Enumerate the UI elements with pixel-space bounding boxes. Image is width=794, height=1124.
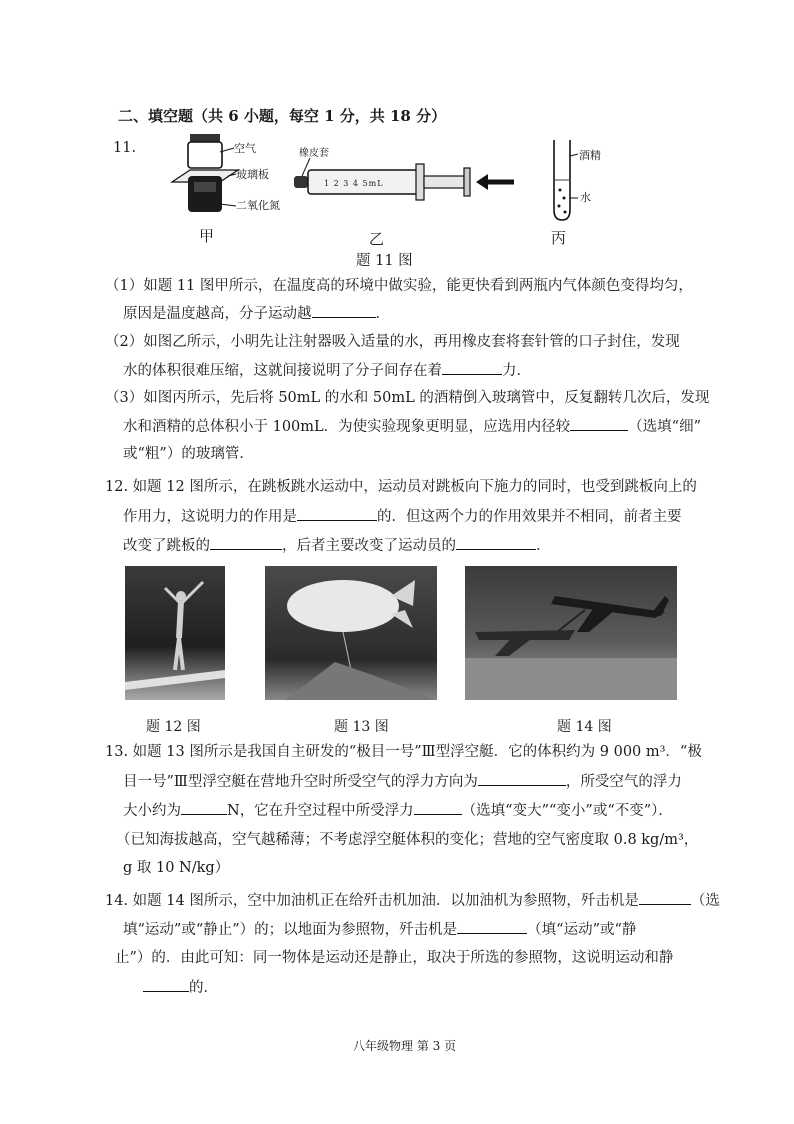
diver-silhouette [125,566,225,700]
figure-11-bing-tube [548,136,578,226]
q14-blank-2[interactable] [457,919,527,934]
q14-line2: 填“运动”或“静止”）的；以地面为参照物，歼击机是 （填“运动”或“静 [123,919,636,940]
q12-line1: 12. 如题 12 图所示，在跳板跳水运动中，运动员对跳板向下施力的同时，也受到跳板向上的 [105,479,697,495]
label-jia: 甲 [199,227,215,245]
q11-blank-3[interactable] [570,416,628,431]
airship-silhouette [265,566,437,700]
figure-12-diving-photo [125,566,225,700]
question-11-number: 11. [113,140,137,156]
syringe-scale: 1 2 3 4 5mL [324,179,384,188]
q11-part1-line1: （1）如题 11 图甲所示，在温度高的环境中做实验，能更快看到两瓶内气体颜色变得均匀， [105,278,693,294]
lower-bottle-neck [194,182,216,192]
q14-blank-1[interactable] [639,890,691,905]
lower-bottle-no2 [188,176,222,212]
rubber-cap [294,176,308,188]
figure-13-caption: 题 13 图 [334,719,389,735]
q12-blank-2[interactable] [210,535,282,550]
q13-line5: g 取 10 N/kg） [123,860,230,876]
aircraft-silhouettes [465,566,677,700]
q13-line4: （已知海拔越高，空气越稀薄；不考虑浮空艇体积的变化；营地的空气密度取 0.8 kg/m³， [116,832,699,848]
figure-13-airship-photo [265,566,437,700]
q11-part3-line3: 或“粗”）的玻璃管． [123,446,254,462]
q12-line2: 作用力，这说明力的作用是 的．但这两个力的作用效果并不相同，前者主要 [123,506,682,527]
q13-line2: 目一号”Ⅲ型浮空艇在营地升空时所受空气的浮力方向为 ，所受空气的浮力 [123,771,682,792]
q11-part1-line2: 原因是温度越高，分子运动越 ． [123,303,390,324]
label-water: 水 [580,191,591,204]
q14-line1: 14. 如题 14 图所示，空中加油机正在给歼击机加油．以加油机为参照物，歼击机是 （选 [105,890,720,911]
figure-12-caption: 题 12 图 [146,719,201,735]
plunger-rod [424,176,464,188]
q13-blank-2[interactable] [181,800,227,815]
q13-line3: 大小约为 N，它在升空过程中所受浮力 （选填“变大”“变小”或“不变”）． [123,800,673,821]
plunger-end [464,168,470,196]
q13-blank-3[interactable] [414,800,462,815]
syringe-flange [416,164,424,200]
label-no2: 二氧化氮 [236,199,280,212]
label-alcohol: 酒精 [579,149,601,162]
label-bing: 丙 [551,229,567,247]
q13-blank-1[interactable] [478,771,566,786]
page-footer: 八年级物理 第 3 页 [353,1039,457,1053]
q11-part2-line1: （2）如图乙所示，小明先让注射器吸入适量的水，再用橡皮套将套针管的口子封住，发现 [105,334,680,350]
upper-bottle-air [188,142,222,168]
q12-line3: 改变了跳板的 ，后者主要改变了运动员的 ． [123,535,551,556]
figure-11-caption: 题 11 图 [356,253,413,269]
q11-part3-line1: （3）如图丙所示，先后将 50mL 的水和 50mL 的酒精倒入玻璃管中，反复翻转几次后，发现 [105,390,710,406]
q11-part3-line2: 水和酒精的总体积小于 100mL．为使实验现象更明显，应选用内径较 （选填“细” [123,416,701,437]
q11-part2-line2: 水的体积很难压缩，这就间接说明了分子间存在着 力． [123,360,531,381]
label-air: 空气 [234,142,256,155]
upper-bottle-cap [190,134,220,142]
push-arrow-head [476,174,488,190]
label-glass-plate: 玻璃板 [236,168,269,181]
q11-blank-2[interactable] [442,360,502,375]
q11-blank-1[interactable] [312,303,376,318]
q14-line4: 的． [143,977,218,998]
q12-blank-1[interactable] [297,506,377,521]
figure-14-caption: 题 14 图 [557,719,612,735]
q14-blank-3[interactable] [143,977,189,992]
section-title: 二、填空题（共 6 小题，每空 1 分，共 18 分） [118,107,447,125]
figure-14-refueling-photo [465,566,677,700]
q14-line3: 止”）的．由此可知：同一物体是运动还是静止，取决于所选的参照物，这说明运动和静 [115,950,674,966]
label-yi: 乙 [369,230,385,248]
label-rubber-cap: 橡皮套 [299,148,329,159]
q13-line1: 13. 如题 13 图所示是我国自主研发的“极目一号”Ⅲ型浮空艇．它的体积约为 9 000 m³．“极 [105,744,702,760]
q12-blank-3[interactable] [456,535,536,550]
